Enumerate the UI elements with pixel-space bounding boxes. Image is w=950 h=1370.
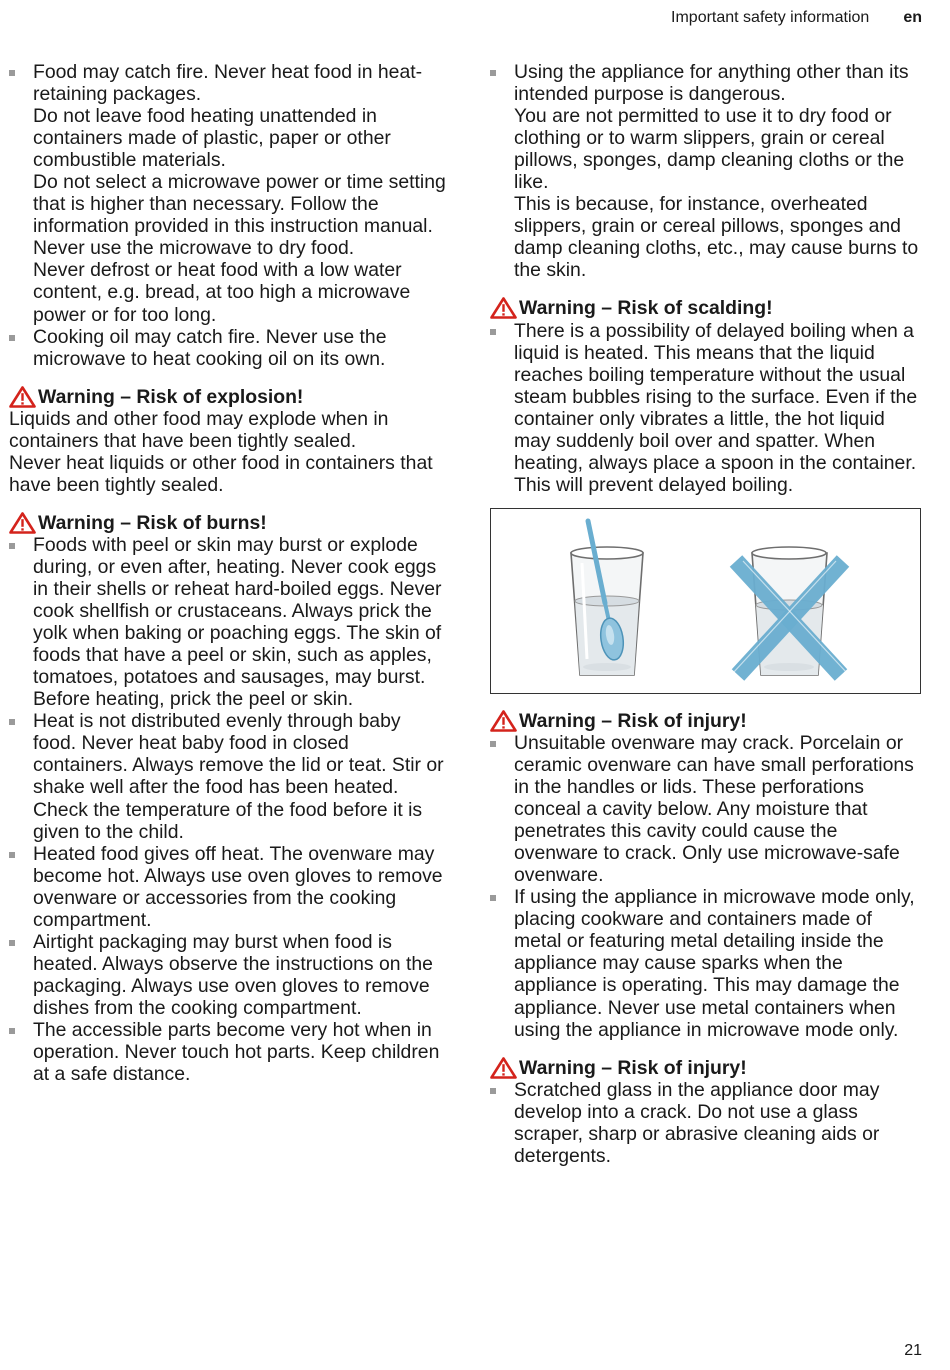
warning-triangle-icon xyxy=(9,386,36,408)
paragraph: Using the appliance for anything other than its intended purpose is dangerous. xyxy=(514,61,909,106)
paragraph: The accessible parts become very hot when in operation. Never touch hot parts. Keep children at a safe distance. xyxy=(33,1018,440,1086)
paragraph: You are not permitted to use it to dry food or clothing or to warm slippers, grain or cereal pillows, sponges, damp cleaning cloths or the like. xyxy=(514,105,905,194)
paragraph: Foods with peel or skin may burst or explode during, or even after, heating. Never cook eggs in their shells or reheat hard-boiled eggs. Never cook shellfish or crustaceans. Always prick the yolk when baking or poaching eggs. The skin of foods that have a peel or skin, such as apples, tomatoes, potatoes and sausages, may burst. Before heating, prick the peel or skin. xyxy=(33,533,442,711)
page-number: 21 xyxy=(904,1342,922,1359)
bullet-icon xyxy=(490,895,496,901)
paragraph: This is because, for instance, overheated slippers, grain or cereal pillows, sponges and damp cleaning cloths, etc., may cause burns to the skin. xyxy=(514,193,919,282)
heading-text: Warning – Risk of explosion! xyxy=(38,385,304,408)
list-item xyxy=(9,534,447,710)
paragraph: Scratched glass in the appliance door may develop into a crack. Do not use a glass scraper, sharp or abrasive cleaning aids or detergents. xyxy=(514,1078,880,1167)
section-title: Important safety information xyxy=(671,9,870,26)
paragraph: Never defrost or heat food with a low water content, e.g. bread, at too high a microwave power or for too long. xyxy=(33,259,411,326)
warning-triangle-icon xyxy=(490,297,517,319)
paragraph: Do not select a microwave power or time setting that is higher than necessary. Follow the information provided in this instruction manual. xyxy=(33,171,446,238)
list-item xyxy=(490,1079,922,1167)
bullet-icon xyxy=(9,543,15,549)
list-item xyxy=(9,843,447,931)
bullet-icon xyxy=(490,329,496,335)
bullet-icon xyxy=(9,940,15,946)
paragraph: Never heat liquids or other food in containers that have been tightly sealed. xyxy=(9,451,433,496)
glass-with-spoon-icon xyxy=(571,521,643,675)
bullet-icon xyxy=(9,852,15,858)
heading-text: Warning – Risk of burns! xyxy=(38,511,267,534)
heading-text: Warning – Risk of scalding! xyxy=(519,297,773,320)
paragraph: Liquids and other food may explode when in containers that have been tightly sealed. xyxy=(9,407,389,452)
warning-heading-injury xyxy=(490,1057,922,1079)
paragraph: If using the appliance in microwave mode only, placing cookware and containers made of metal or featuring metal detailing inside the appliance may cause sparks when the appliance is operating. This may damage the appliance. Never use metal containers when using the appliance in microwave mode only. xyxy=(514,886,915,1041)
list-item xyxy=(490,61,922,281)
paragraph: Cooking oil may catch fire. Never use the microwave to heat cooking oil on its own. xyxy=(33,325,387,370)
illustration-svg xyxy=(491,509,919,692)
bullet-icon xyxy=(9,1028,15,1034)
warning-heading-burns xyxy=(9,512,447,534)
paragraph: Do not leave food heating unattended in containers made of plastic, paper or other combustible materials. xyxy=(33,105,391,172)
list-item xyxy=(9,1019,447,1085)
bullet-icon xyxy=(490,70,496,76)
bullet-icon xyxy=(9,335,15,341)
list-item xyxy=(490,320,922,496)
left-column xyxy=(9,61,447,1085)
list-item xyxy=(9,326,447,370)
warning-triangle-icon xyxy=(9,512,36,534)
heading-text: Warning – Risk of injury! xyxy=(519,1056,747,1079)
list-item xyxy=(9,931,447,1019)
language-code: en xyxy=(903,9,922,26)
bullet-icon xyxy=(490,1088,496,1094)
paragraph: Heated food gives off heat. The ovenware may become hot. Always use oven gloves to remove ovenware or accessories from the cooking compartment. xyxy=(33,842,443,931)
bullet-icon xyxy=(490,741,496,747)
paragraph: There is a possibility of delayed boiling when a liquid is heated. This means that the liquid reaches boiling temperature without the usual steam bubbles rising to the surface. Even if the container only vibrates a little, the hot liquid may suddenly boil over and spatter. When heating, always place a spoon in the container. This will prevent delayed boiling. xyxy=(514,319,918,496)
right-column xyxy=(490,61,922,1167)
warning-triangle-icon xyxy=(490,1057,517,1079)
paragraph: Airtight packaging may burst when food is heated. Always observe the instructions on the packaging. Always use oven gloves to remove dishes from the cooking compartment. xyxy=(33,930,433,1019)
glass-spoon-illustration xyxy=(490,508,921,694)
paragraph: Never use the microwave to dry food. xyxy=(33,237,355,260)
bullet-icon xyxy=(9,719,15,725)
warning-triangle-icon xyxy=(490,710,517,732)
warning-heading-explosion xyxy=(9,386,447,408)
page-header xyxy=(671,9,922,27)
paragraph: Unsuitable ovenware may crack. Porcelain or ceramic ovenware can have small perforations in the handles or lids. These perforations conceal a cavity below. Any moisture that penetrates this cavity could cause the ovenware to crack. Only use microwave-safe ovenware. xyxy=(514,731,914,887)
list-item xyxy=(9,61,447,326)
heading-text: Warning – Risk of injury! xyxy=(519,709,747,732)
warning-heading-scalding xyxy=(490,297,922,319)
list-item xyxy=(490,732,922,886)
list-item xyxy=(9,710,447,842)
explosion-text xyxy=(9,408,447,496)
paragraph: Food may catch fire. Never heat food in heat-retaining packages. xyxy=(33,61,423,106)
warning-heading-injury xyxy=(490,710,922,732)
paragraph: Heat is not distributed evenly through baby food. Never heat baby food in closed containers. Always remove the lid or teat. Stir or shake well after the food has been heated. Check the temperature of the food before it is given to the child. xyxy=(33,710,444,843)
crossed-glass-icon xyxy=(733,547,847,675)
bullet-icon xyxy=(9,70,15,76)
list-item xyxy=(490,886,922,1040)
